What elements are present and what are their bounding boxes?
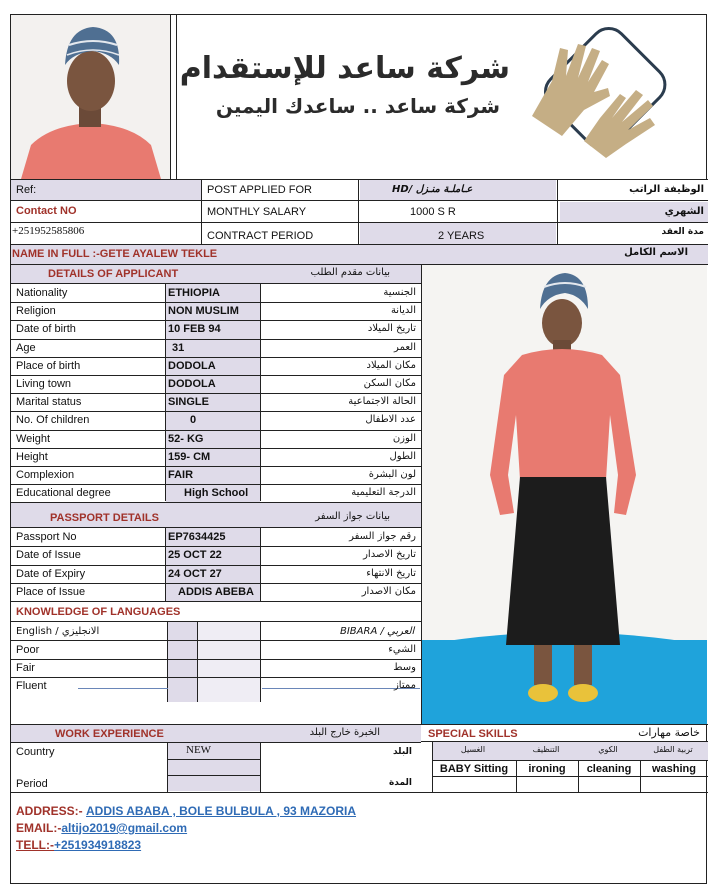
full-body-photo xyxy=(422,265,707,725)
period-label: Period xyxy=(16,778,48,790)
country-label: Country xyxy=(16,746,55,758)
language-level-ar: وسط xyxy=(393,662,416,673)
passport-heading: PASSPORT DETAILS xyxy=(50,512,159,524)
contract-value: 2 YEARS xyxy=(438,230,485,242)
language-level-ar: الشيء xyxy=(388,644,416,655)
contract-ar: مدة العقد xyxy=(661,227,704,237)
details-row-value: 52- KG xyxy=(168,433,204,445)
details-heading: DETAILS OF APPLICANT xyxy=(48,268,179,280)
details-row-ar: الحالة الاجتماعية xyxy=(348,396,416,407)
passport-row-ar: مكان الاصدار xyxy=(361,586,416,597)
passport-heading-ar: بيانات جواز السفر xyxy=(315,511,390,522)
passport-row-label: Date of Expiry xyxy=(16,568,86,580)
skill-ar: الغسيل xyxy=(460,745,486,754)
details-row-value: High School xyxy=(184,487,249,499)
details-row-ar: العمر xyxy=(394,342,416,353)
language-level-label: Poor xyxy=(16,644,40,656)
email-link[interactable]: altijo2019@gmail.com xyxy=(61,821,188,835)
passport-row-value: ADDIS ABEBA xyxy=(178,586,254,598)
details-row-ar: الديانة xyxy=(390,305,416,316)
arabic-label: BIBARA / العربي xyxy=(340,626,415,637)
details-row-value: 159- CM xyxy=(168,451,211,463)
passport-row-value: EP7634425 xyxy=(168,531,226,543)
company-tagline: شركة ساعد .. ساعدك اليمين xyxy=(215,94,500,118)
details-row-label: Nationality xyxy=(16,287,68,299)
passport-row-ar: تاريخ الاصدار xyxy=(363,549,416,560)
details-row-ar: مكان السكن xyxy=(363,378,416,389)
skill-item: washing xyxy=(651,763,696,775)
work-heading: WORK EXPERIENCE xyxy=(55,728,164,740)
english-label: English / الانجليزي xyxy=(16,626,100,637)
details-row-value: 10 FEB 94 xyxy=(168,323,221,335)
skill-item: BABY Sitting xyxy=(439,763,509,775)
details-heading-ar: بيانات مقدم الطلب xyxy=(310,267,390,278)
details-row-value: DODOLA xyxy=(168,378,216,390)
details-row-value: FAIR xyxy=(168,469,194,481)
work-heading-ar: الخبرة خارج البلد xyxy=(309,727,380,738)
language-level-label: Fluent xyxy=(16,680,47,692)
details-row-label: Weight xyxy=(16,433,51,445)
email-line xyxy=(16,822,187,834)
address-value[interactable]: ADDIS ABABA , BOLE BULBULA , 93 MAZORIA xyxy=(86,804,357,818)
passport-row-label: Passport No xyxy=(16,531,77,543)
details-row-ar: لون البشرة xyxy=(368,469,416,480)
details-row-value: ETHIOPIA xyxy=(168,287,220,299)
address-line xyxy=(16,805,356,817)
portrait-photo xyxy=(11,15,170,179)
skill-item: ironing xyxy=(528,763,566,775)
language-level-ar: ممتاز xyxy=(393,680,416,691)
tell-link[interactable]: +251934918823 xyxy=(54,838,142,852)
details-row-label: Marital status xyxy=(16,396,82,408)
details-row-ar: تاريخ الميلاد xyxy=(367,323,416,334)
details-row-label: Living town xyxy=(16,378,72,390)
address-label: ADDRESS:- xyxy=(16,804,83,818)
details-row-ar: عدد الاطفال xyxy=(365,414,416,425)
country-value: NEW xyxy=(186,744,212,756)
details-row-value: 31 xyxy=(172,342,185,354)
passport-row-value: 25 OCT 22 xyxy=(168,549,222,561)
ref-label: Ref: xyxy=(16,184,37,196)
details-row-ar: الجنسية xyxy=(383,287,416,298)
post-applied-label: POST APPLIED FOR xyxy=(207,184,312,196)
post-applied-value: HD/ عـاملـة منـزل xyxy=(392,184,473,195)
details-row-ar: الدرجة التعليمية xyxy=(351,487,416,498)
country-ar: البلد xyxy=(392,747,412,757)
passport-row-ar: رقم جواز السفر xyxy=(349,531,416,542)
salary-value: 1000 S R xyxy=(410,206,456,218)
passport-row-ar: تاريخ الانتهاء xyxy=(366,568,416,579)
passport-row-value: 24 OCT 27 xyxy=(168,568,222,580)
passport-row-label: Date of Issue xyxy=(16,549,81,561)
details-row-label: Place of birth xyxy=(16,360,81,372)
details-row-label: Complexion xyxy=(16,469,75,481)
salary-label: MONTHLY SALARY xyxy=(207,206,307,218)
tell-line xyxy=(16,839,141,851)
languages-heading: KNOWLEDGE OF LANGUAGES xyxy=(16,606,181,618)
period-ar: المدة xyxy=(388,778,412,788)
contact-value: +251952585806 xyxy=(12,225,85,237)
details-row-label: Educational degree xyxy=(16,487,111,499)
details-row-ar: مكان الميلاد xyxy=(366,360,416,371)
full-name-ar: الاسم الكامل xyxy=(624,247,688,258)
full-name: NAME IN FULL :-GETE AYALEW TEKLE xyxy=(12,248,218,260)
passport-row-label: Place of Issue xyxy=(16,586,86,598)
skill-ar: الكوي xyxy=(598,745,618,754)
details-row-label: Age xyxy=(16,342,36,354)
language-level-label: Fair xyxy=(16,662,35,674)
skill-item: cleaning xyxy=(586,763,632,775)
post-applied-ar: الوظيفة الراتب xyxy=(629,184,704,195)
details-row-value: SINGLE xyxy=(168,396,209,408)
hands-logo-icon xyxy=(522,26,670,166)
details-row-ar: الطول xyxy=(389,451,416,462)
skills-heading: SPECIAL SKILLS xyxy=(428,728,518,740)
skill-ar: التنظيف xyxy=(532,745,560,754)
skill-ar: تربية الطفل xyxy=(653,745,693,754)
contact-label: Contact NO xyxy=(16,205,77,217)
details-row-label: Date of birth xyxy=(16,323,76,335)
email-label: EMAIL:- xyxy=(16,821,62,835)
details-row-label: Religion xyxy=(16,305,56,317)
details-row-ar: الوزن xyxy=(392,433,416,444)
details-row-value: 0 xyxy=(190,414,197,426)
details-row-label: Height xyxy=(16,451,48,463)
salary-ar: الشهري xyxy=(664,206,704,217)
company-name: شركة ساعد للإستقدام xyxy=(179,51,510,86)
tell-label: TELL:- xyxy=(16,838,54,852)
details-row-label: No. Of children xyxy=(16,414,90,426)
contract-label: CONTRACT PERIOD xyxy=(207,230,314,242)
skills-heading-ar: خاصة مهارات xyxy=(638,726,700,739)
details-row-value: DODOLA xyxy=(168,360,216,372)
details-row-value: NON MUSLIM xyxy=(168,305,239,317)
